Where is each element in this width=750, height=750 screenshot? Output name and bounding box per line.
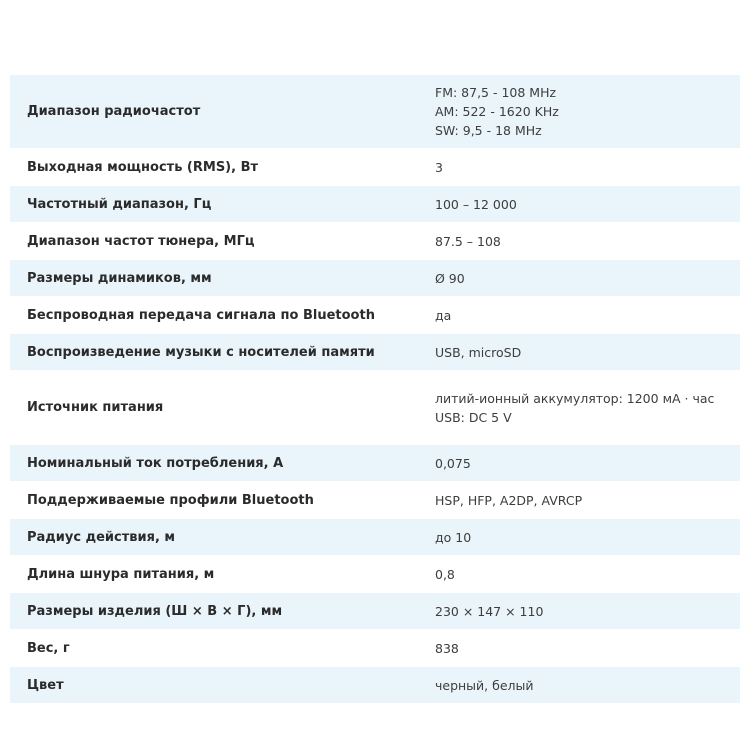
spec-value [426,639,740,658]
spec-label: Размеры динамиков, мм [27,270,212,286]
spec-row [10,260,740,297]
spec-value-line: 87.5 – 108 [435,233,501,249]
spec-row [10,297,740,334]
spec-label: Поддерживаемые профили Bluetooth [27,492,314,508]
spec-label: Частотный диапазон, Гц [27,196,212,212]
spec-value [426,602,740,621]
spec-label: Диапазон частот тюнера, МГц [27,233,255,249]
spec-row [10,593,740,630]
spec-row [10,482,740,519]
spec-row [10,334,740,371]
spec-value [426,306,740,325]
spec-label: Выходная мощность (RMS), Вт [27,159,259,175]
spec-label: Цвет [27,677,64,693]
spec-label: Воспроизведение музыки с носителей памяти [27,344,375,360]
spec-value [426,565,740,584]
spec-label: Радиус действия, м [27,529,176,545]
spec-value-line: 838 [435,640,459,656]
spec-value [426,195,740,214]
spec-label: Диапазон радиочастот [27,104,201,119]
spec-value-line: USB: DC 5 V [435,409,512,425]
spec-label: Длина шнура питания, м [27,566,215,582]
spec-label: Вес, г [27,640,70,656]
spec-value [426,528,740,547]
spec-value-line: да [435,307,452,323]
spec-value-line: 3 [435,159,443,175]
spec-value-line: FM: 87,5 - 108 MHz [435,85,557,100]
spec-row [10,371,740,445]
spec-row [10,519,740,556]
spec-row [10,223,740,260]
spec-row [10,556,740,593]
spec-value [426,232,740,251]
spec-value-line: 100 – 12 000 [435,196,517,212]
spec-row [10,186,740,223]
spec-value [426,676,740,695]
spec-label: Источник питания [27,400,164,415]
spec-row [10,630,740,667]
spec-value [426,269,740,288]
spec-value-line: USB, microSD [435,344,522,360]
spec-row [10,445,740,482]
spec-value-line: до 10 [435,529,472,545]
spec-value-line: 0,075 [435,455,471,471]
spec-value [426,158,740,177]
spec-value-line: AM: 522 - 1620 KHz [435,104,559,119]
spec-row [10,75,740,149]
spec-value-line: 230 × 147 × 110 [435,603,544,619]
spec-value-line: HSP, HFP, A2DP, AVRCP [435,492,583,508]
spec-row [10,149,740,186]
spec-value-line: SW: 9,5 - 18 MHz [435,123,542,138]
spec-value [426,83,740,140]
spec-value [426,389,740,427]
spec-label: Беспроводная передача сигнала по Bluetooth [27,307,375,323]
spec-value-line: Ø 90 [435,270,465,286]
spec-value-line: черный, белый [435,677,534,693]
spec-row [10,667,740,704]
spec-value [426,343,740,362]
spec-value [426,491,740,510]
specs-table [10,75,740,704]
spec-label: Номинальный ток потребления, А [27,455,284,471]
spec-label: Размеры изделия (Ш × В × Г), мм [27,603,283,619]
spec-value [426,454,740,473]
spec-value-line: литий-ионный аккумулятор: 1200 мА · час [435,390,715,406]
spec-value-line: 0,8 [435,566,455,582]
